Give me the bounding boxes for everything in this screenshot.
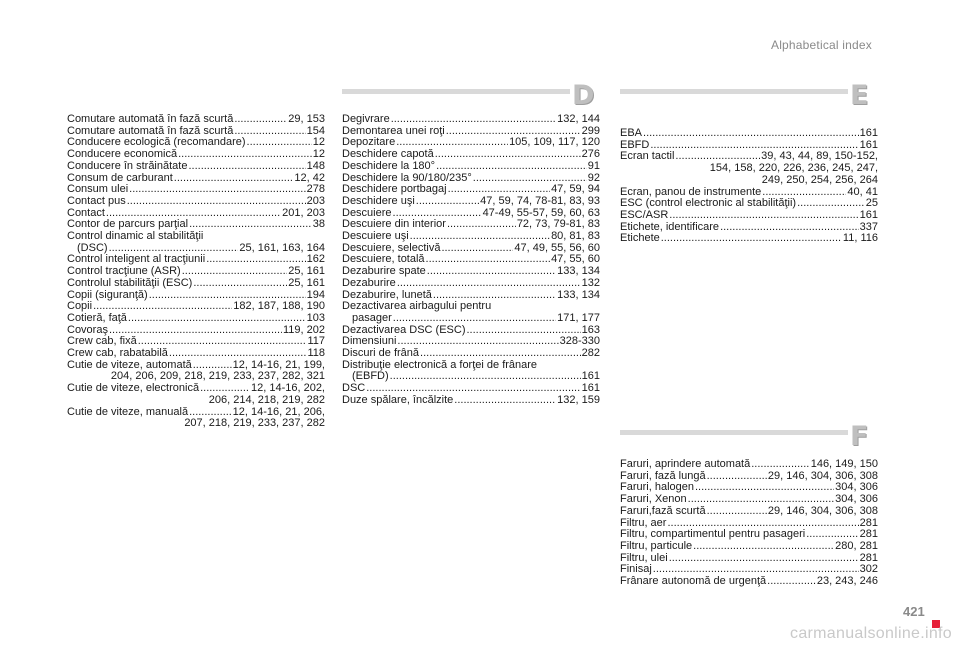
- index-entry-line: [342, 371, 600, 383]
- index-term: DSC: [342, 382, 366, 395]
- index-term: Degivrare: [342, 113, 390, 125]
- index-pages: 105, 109, 117, 120: [509, 136, 600, 149]
- dot-leader: [174, 173, 294, 185]
- index-term: Cutie de viteze, manuală: [67, 405, 189, 418]
- index-pages: 276: [581, 148, 600, 161]
- index-term: Copii (siguranţă): [67, 288, 148, 301]
- index-entry: [67, 348, 325, 360]
- index-entry-line: [620, 541, 878, 553]
- dot-leader: [178, 149, 312, 161]
- index-term: Controlul stabilităţii (ESC): [67, 276, 193, 289]
- section-d-divider: [342, 89, 570, 94]
- index-pages: 302: [859, 563, 878, 576]
- index-pages: 337: [859, 220, 878, 233]
- index-pages: 304, 306: [835, 481, 878, 494]
- index-entry-line: [620, 576, 878, 588]
- index-pages: 23, 243, 246: [816, 575, 878, 588]
- index-pages: 118: [307, 347, 325, 360]
- index-pages: 119, 202: [282, 323, 325, 336]
- index-entry-line: [342, 348, 600, 360]
- index-entry: [620, 541, 878, 553]
- index-term: Filtru, aer: [620, 516, 667, 529]
- index-entry-line: [67, 114, 325, 126]
- index-pages: 40, 41: [847, 185, 878, 198]
- section-d-letter: D: [572, 80, 595, 111]
- dot-leader: [182, 266, 288, 278]
- index-term: Deschidere capotă: [342, 148, 434, 161]
- index-entry-line: [620, 506, 878, 518]
- index-pages-continued: 207, 218, 219, 233, 237, 282: [184, 417, 325, 430]
- dot-leader: [435, 149, 581, 161]
- index-term: Covoraş: [67, 323, 108, 336]
- index-entry: [620, 576, 878, 588]
- index-term: Contact: [67, 206, 105, 219]
- index-pages: 80, 81, 83: [551, 230, 600, 243]
- index-entry-line: [67, 313, 325, 325]
- dot-leader: [410, 231, 550, 243]
- index-entry-line: [342, 278, 600, 290]
- index-entry-line: [67, 196, 325, 208]
- index-term: Descuiere, totală: [342, 253, 425, 266]
- dot-leader: [767, 576, 816, 588]
- index-pages: 38: [312, 218, 325, 231]
- index-entry-line: [620, 128, 878, 140]
- index-term: Descuiere, selectivă: [342, 241, 441, 254]
- index-entry: [67, 313, 325, 325]
- index-pages: 29, 146, 304, 306, 308: [767, 469, 878, 482]
- index-pages: 163: [581, 323, 600, 336]
- index-entry: [342, 231, 600, 243]
- index-term: Demontarea unei roţi: [342, 124, 445, 137]
- index-entry: [620, 151, 878, 186]
- index-term: Conducere economică: [67, 148, 178, 161]
- index-pages: 12, 42: [294, 171, 325, 184]
- dot-leader: [397, 278, 581, 290]
- index-entry-line: [67, 161, 325, 173]
- index-term: Deschidere la 180°: [342, 159, 436, 172]
- index-pages-continued: 206, 214, 218, 219, 282: [208, 393, 325, 406]
- index-entry: [67, 114, 325, 126]
- index-pages: 280, 281: [835, 539, 878, 552]
- index-term: Etichete: [620, 232, 660, 245]
- index-entry: [620, 459, 878, 471]
- index-pages: 281: [859, 528, 878, 541]
- dot-leader: [393, 313, 556, 325]
- index-term: Deschidere la 90/180/235°: [342, 171, 472, 184]
- index-term: Faruri, Xenon: [620, 493, 687, 506]
- index-pages: 203: [306, 194, 325, 207]
- index-term: Etichete, identificare: [620, 220, 720, 233]
- index-pages: 146, 149, 150: [810, 458, 878, 470]
- index-entry: [620, 233, 878, 245]
- index-pages: 161: [859, 208, 878, 221]
- index-entry: [620, 553, 878, 565]
- index-entry: [620, 128, 878, 140]
- dot-leader: [797, 198, 865, 210]
- index-term: ESC/ASR: [620, 208, 669, 221]
- index-pages: 11, 116: [842, 232, 878, 245]
- index-pages: 148: [306, 159, 325, 172]
- index-term: Depozitare: [342, 136, 396, 149]
- index-pages: 328-330: [559, 335, 600, 348]
- index-term: Crew cab, rabatabilă: [67, 347, 168, 360]
- dot-leader: [427, 266, 556, 278]
- section-f-divider: [620, 430, 848, 435]
- index-pages: 25, 161: [288, 265, 325, 278]
- index-pages-continued: 154, 158, 220, 226, 236, 245, 247,: [709, 162, 878, 175]
- dot-leader: [247, 137, 312, 149]
- index-pages: 12, 14-16, 21, 199,: [232, 358, 325, 371]
- index-entry: [342, 196, 600, 208]
- index-term: ESC (control electronic al stabilităţii): [620, 197, 797, 210]
- index-pages: 304, 306: [835, 493, 878, 506]
- index-term: Crew cab, fixă: [67, 335, 137, 348]
- index-pages: 162: [306, 253, 325, 266]
- index-term: Conducere ecologică (recomandare): [67, 136, 246, 149]
- index-entry-line: [342, 161, 600, 173]
- index-term: Consum ulei: [67, 183, 129, 196]
- index-entry: [67, 161, 325, 173]
- dot-leader: [707, 506, 767, 518]
- index-term: (DSC): [77, 241, 108, 254]
- index-pages: 194: [306, 288, 325, 301]
- index-column-f: [620, 459, 878, 588]
- index-term: Conducere în străinătate: [67, 159, 188, 172]
- dot-leader: [441, 243, 513, 255]
- dot-leader: [189, 219, 312, 231]
- index-term: Cotieră, faţă: [67, 311, 127, 324]
- index-entry: [342, 395, 600, 407]
- index-pages: 161: [859, 127, 878, 139]
- index-pages: 299: [581, 124, 600, 137]
- index-pages: 281: [859, 516, 878, 529]
- dot-leader: [693, 541, 834, 553]
- index-column-d: [342, 114, 600, 407]
- index-entry-line: [620, 459, 878, 471]
- dot-leader: [391, 114, 556, 126]
- index-pages: 47, 59, 94: [551, 183, 600, 196]
- index-entry: [67, 196, 325, 208]
- index-pages: 132, 159: [557, 393, 600, 406]
- index-term: pasager: [352, 311, 392, 324]
- index-entry: [620, 210, 878, 222]
- index-term: Finisaj: [620, 563, 652, 576]
- index-term: Dezaburire spate: [342, 265, 426, 278]
- dot-leader: [707, 471, 767, 483]
- index-entry-line: [342, 313, 600, 325]
- index-term: Dimensiuni: [342, 335, 397, 348]
- index-term: Contact pus: [67, 194, 126, 207]
- index-term: Descuiere: [342, 206, 392, 219]
- index-entry: [67, 360, 325, 383]
- index-column-e: [620, 128, 878, 245]
- index-term: Faruri, aprindere automată: [620, 458, 751, 470]
- index-term: Duze spălare, încălzite: [342, 393, 454, 406]
- index-entry-line: [620, 233, 878, 245]
- index-entry-line: [67, 348, 325, 360]
- dot-leader: [751, 459, 809, 471]
- dot-leader: [661, 233, 842, 245]
- index-term: EBFD: [620, 138, 650, 151]
- index-pages: 12: [312, 148, 325, 161]
- index-pages: 282: [581, 347, 600, 360]
- index-term: Cutie de viteze, automată: [67, 358, 192, 371]
- index-pages: 278: [306, 183, 325, 196]
- index-pages: 12: [312, 136, 325, 149]
- section-e-letter: E: [850, 80, 869, 111]
- index-term: Copii: [67, 300, 93, 313]
- index-entry: [342, 114, 600, 126]
- dot-leader: [127, 196, 306, 208]
- index-term: Descuiere din interior: [342, 218, 446, 231]
- dot-leader: [695, 482, 834, 494]
- index-pages: 25, 161: [288, 276, 325, 289]
- page-header-title: Alphabetical index: [770, 38, 872, 52]
- dot-leader: [234, 114, 287, 126]
- index-term: Dezactivarea airbagului pentru: [342, 300, 492, 313]
- index-pages: 133, 134: [557, 265, 600, 278]
- index-pages: 47, 49, 55, 56, 60: [514, 241, 600, 254]
- index-pages-continued: 249, 250, 254, 256, 264: [761, 173, 878, 186]
- index-pages: 25, 161, 163, 164: [239, 241, 325, 254]
- index-entry: [620, 506, 878, 518]
- index-pages: 47, 59, 74, 78-81, 83, 93: [480, 194, 600, 207]
- index-term: Comutare automată în fază scurtă: [67, 113, 234, 125]
- index-term: Deschidere uşi: [342, 194, 415, 207]
- index-term: EBA: [620, 127, 643, 139]
- index-pages: 29, 146, 304, 306, 308: [767, 504, 878, 517]
- index-pages: 117: [307, 335, 325, 348]
- index-term: Dezactivarea DSC (ESC): [342, 323, 466, 336]
- dot-leader: [128, 313, 306, 325]
- index-column-c: [67, 114, 325, 430]
- index-term: Faruri, halogen: [620, 481, 694, 494]
- index-entry: [67, 278, 325, 290]
- index-pages: 161: [581, 382, 600, 395]
- index-pages: 12, 14-16, 202,: [250, 382, 325, 395]
- index-entry-line: [342, 114, 600, 126]
- index-term: Cutie de viteze, electronică: [67, 382, 200, 395]
- index-entry: [67, 231, 325, 243]
- index-term: Ecran, panou de instrumente: [620, 185, 762, 198]
- index-term: Dezaburire: [342, 276, 396, 289]
- index-pages: 171, 177: [557, 311, 600, 324]
- index-term: Frânare autonomă de urgenţă: [620, 575, 767, 588]
- dot-leader: [436, 161, 587, 173]
- index-term: Ecran tactil: [620, 150, 675, 163]
- index-entry-line: [342, 231, 600, 243]
- index-term: Faruri,fază scurtă: [620, 504, 706, 517]
- index-pages: 25: [865, 197, 878, 210]
- index-pages: 161: [581, 370, 600, 383]
- dot-leader: [397, 336, 558, 348]
- index-pages: 103: [306, 311, 325, 324]
- index-pages: 12, 14-16, 21, 206,: [232, 405, 325, 418]
- index-term: Discuri de frână: [342, 347, 420, 360]
- index-pages: 281: [859, 551, 878, 564]
- dot-leader: [447, 219, 516, 231]
- dot-leader: [420, 348, 581, 360]
- index-pages: 29, 153: [288, 113, 325, 125]
- index-term: Distribuţie electronică a forţei de frânare: [342, 358, 538, 371]
- index-entry-line: [67, 231, 325, 243]
- page-number: 421: [903, 604, 925, 619]
- dot-leader: [454, 395, 556, 407]
- dot-leader: [643, 128, 859, 140]
- index-term: Consum de carburant: [67, 171, 173, 184]
- dot-leader: [193, 278, 287, 290]
- index-pages: 182, 187, 188, 190: [233, 300, 325, 313]
- index-entry-line: [342, 196, 600, 208]
- index-pages-continued: 204, 206, 209, 218, 219, 233, 237, 282, 321: [110, 370, 325, 383]
- index-entry-line: [67, 278, 325, 290]
- index-term: Deschidere portbagaj: [342, 183, 447, 196]
- index-term: Control inteligent al tracţiunii: [67, 253, 206, 266]
- index-pages: 132: [581, 276, 600, 289]
- index-term: Contor de parcurs parţial: [67, 218, 189, 231]
- index-entry: [342, 278, 600, 290]
- index-entry-line: [342, 395, 600, 407]
- dot-leader: [669, 553, 859, 565]
- index-term: Faruri, fază lungă: [620, 469, 706, 482]
- index-pages: 161: [859, 138, 878, 151]
- section-e-divider: [620, 89, 848, 94]
- dot-leader: [426, 254, 551, 266]
- index-term: Control dinamic al stabilităţii: [67, 230, 204, 243]
- dot-leader: [169, 348, 307, 360]
- index-pages: 201, 203: [282, 206, 325, 219]
- dot-leader: [390, 371, 581, 383]
- index-entry: [67, 407, 325, 430]
- dot-leader: [188, 161, 305, 173]
- index-entry: [342, 371, 600, 383]
- index-pages: 39, 43, 44, 89, 150-152,: [761, 150, 878, 163]
- index-term: Comutare automată în fază scurtă: [67, 124, 234, 137]
- index-pages: 91: [587, 159, 600, 172]
- index-pages: 132, 144: [557, 113, 600, 125]
- index-entry: [342, 348, 600, 360]
- index-term: Dezaburire, lunetă: [342, 288, 432, 301]
- index-pages: 154: [306, 124, 325, 137]
- index-pages: 47, 55, 60: [551, 253, 600, 266]
- index-term: Filtru, compartimentul pentru pasageri: [620, 528, 806, 541]
- index-term: Descuiere uşi: [342, 230, 409, 243]
- dot-leader: [416, 196, 479, 208]
- watermark-text: carmanualsonline.info: [790, 625, 952, 642]
- index-pages: 133, 134: [557, 288, 600, 301]
- index-entry: [342, 161, 600, 173]
- index-entry: [67, 383, 325, 406]
- dot-leader: [669, 210, 858, 222]
- index-pages: 72, 73, 79-81, 83: [516, 218, 600, 231]
- index-entry: [342, 313, 600, 325]
- index-pages: 47-49, 55-57, 59, 60, 63: [482, 206, 600, 219]
- index-term: Control tracţiune (ASR): [67, 265, 181, 278]
- dot-leader: [720, 222, 859, 234]
- dot-leader: [129, 184, 306, 196]
- index-term: (EBFD): [352, 370, 389, 383]
- index-term: Filtru, ulei: [620, 551, 668, 564]
- index-entry-line: [620, 553, 878, 565]
- index-term: Filtru, particule: [620, 539, 693, 552]
- index-pages: 92: [587, 171, 600, 184]
- index-entry-line: [620, 210, 878, 222]
- section-f-letter: F: [850, 421, 869, 452]
